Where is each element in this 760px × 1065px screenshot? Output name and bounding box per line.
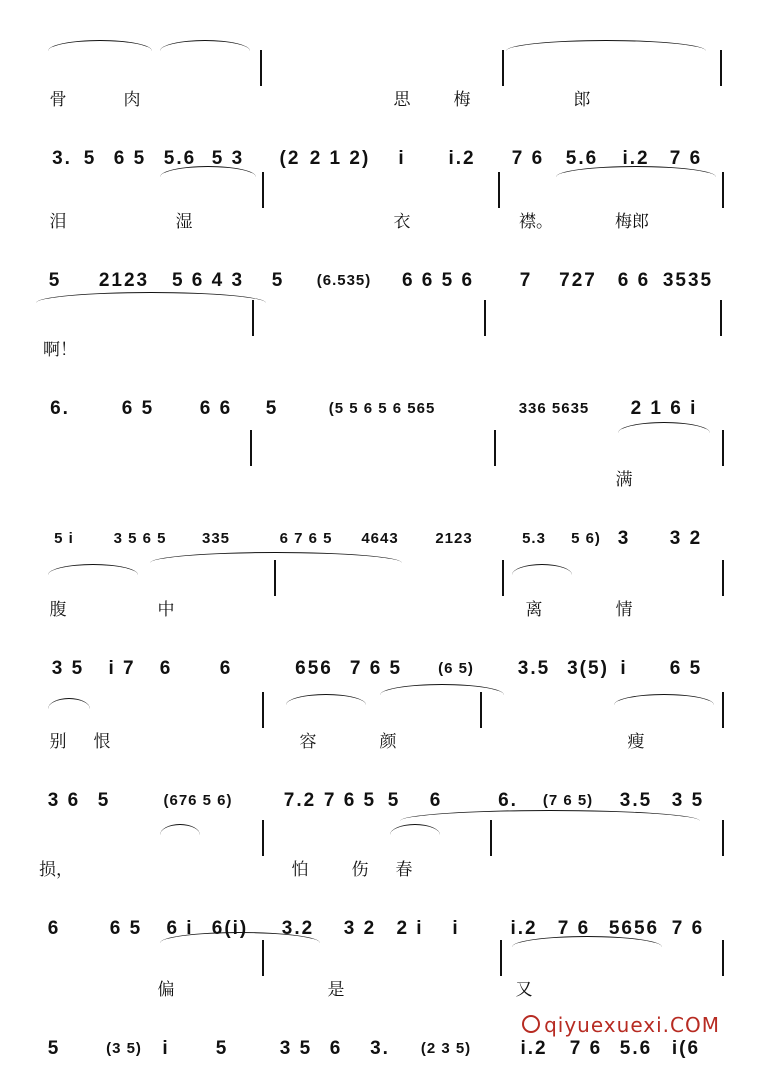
lyric-char: 梅郎 — [615, 212, 649, 232]
lyric-char: 偏 — [157, 980, 175, 1000]
note-group: (7 6 5) — [542, 792, 594, 809]
note-group: i.2 — [622, 148, 650, 169]
note-group: 6 5 — [121, 398, 155, 419]
bar-line — [722, 820, 724, 856]
slur — [286, 694, 366, 705]
score-line-1 — [0, 40, 760, 170]
score-line-4 — [0, 420, 760, 550]
note-group: 2 i — [396, 918, 424, 939]
slur — [150, 552, 402, 563]
note-group: 6 — [429, 790, 443, 811]
note-group: 7 6 — [669, 148, 703, 169]
note-group: 727 — [559, 270, 597, 291]
note-group: (6 5) — [438, 660, 474, 677]
note-group: 5.3 — [522, 530, 546, 547]
note-group: 5 — [265, 398, 279, 419]
slur — [400, 810, 700, 821]
note-group: 4643 — [361, 530, 399, 547]
bar-line — [720, 300, 722, 336]
bar-line — [502, 560, 504, 596]
note-group: i.2 — [510, 918, 538, 939]
note-group: 6. — [498, 790, 518, 811]
note-group: 6 5 — [669, 658, 703, 679]
lyric-char: 情 — [615, 600, 633, 620]
note-group: (5 5 6 5 6 565 — [328, 400, 436, 417]
note-group: 6 6 — [617, 270, 651, 291]
lyric-char: 损， — [39, 860, 73, 880]
note-group: 5656 — [608, 918, 660, 939]
note-group: 7 6 — [671, 918, 705, 939]
note-group: 7.2 — [283, 790, 317, 811]
note-group: 7 6 — [557, 918, 591, 939]
note-group: 336 5635 — [518, 400, 590, 417]
note-group: 6 — [329, 1038, 343, 1059]
bar-line — [262, 940, 264, 976]
lyric-char: 离 — [525, 600, 543, 620]
note-group: 6 6 — [199, 398, 233, 419]
note-group: 7 6 5 — [323, 790, 377, 811]
bar-line — [484, 300, 486, 336]
note-group: (6.535) — [316, 272, 372, 289]
score-line-3 — [0, 290, 760, 420]
note-group: 3 2 — [343, 918, 377, 939]
lyric-char: 泪 — [49, 212, 67, 232]
bar-line — [722, 430, 724, 466]
note-group: i — [162, 1038, 170, 1059]
note-group: 5 — [48, 270, 62, 291]
slur — [160, 40, 250, 51]
slur — [380, 684, 504, 695]
note-group: 6(i) — [211, 918, 249, 939]
note-group: 6 5 — [109, 918, 143, 939]
note-group: 5 3 — [211, 148, 245, 169]
slur — [160, 824, 200, 835]
note-group: 3.2 — [281, 918, 315, 939]
note-group: i.2 — [448, 148, 476, 169]
bar-line — [722, 172, 724, 208]
bar-line — [490, 820, 492, 856]
note-group: 3 6 — [47, 790, 81, 811]
note-group: 7 6 5 — [349, 658, 403, 679]
lyric-char: 中 — [157, 600, 175, 620]
lyric-char: 满 — [615, 470, 633, 490]
note-group: (676 5 6) — [163, 792, 233, 809]
note-group: 3.5 — [619, 790, 653, 811]
note-group: 6 7 6 5 — [279, 530, 333, 547]
lyric-char: 伤 — [351, 860, 369, 880]
note-group: i — [398, 148, 406, 169]
bar-line — [494, 430, 496, 466]
slur — [48, 564, 138, 575]
lyric-char: 啊！ — [43, 340, 77, 360]
slur — [506, 40, 706, 51]
score-line-5 — [0, 550, 760, 680]
lyric-char: 怕 — [291, 860, 309, 880]
note-group: (2 — [279, 148, 301, 169]
note-group: 6 i — [166, 918, 194, 939]
bar-line — [502, 50, 504, 86]
lyric-char: 恨 — [93, 732, 111, 752]
lyric-char: 腹 — [49, 600, 67, 620]
note-group: 5.6 — [565, 148, 599, 169]
score-line-2 — [0, 162, 760, 292]
slur — [160, 166, 256, 177]
lyric-char: 思 — [393, 90, 411, 110]
bar-line — [262, 172, 264, 208]
lyric-char: 又 — [515, 980, 533, 1000]
bar-line — [262, 692, 264, 728]
watermark-text: qiyuexuexi.COM — [544, 1013, 720, 1037]
lyric-char: 襟。 — [519, 212, 553, 232]
lyric-char: 衣 — [393, 212, 411, 232]
note-group: 5 — [215, 1038, 229, 1059]
note-group: 3.5 — [517, 658, 551, 679]
note-group: 6. — [50, 398, 70, 419]
bar-line — [498, 172, 500, 208]
note-group: 5 — [83, 148, 97, 169]
slur — [160, 932, 320, 943]
note-group: 6 — [159, 658, 173, 679]
bar-line — [480, 692, 482, 728]
note-group: 3(5) — [567, 658, 609, 679]
note-group: i — [452, 918, 460, 939]
note-group: 5 — [97, 790, 111, 811]
slur — [614, 694, 714, 705]
note-group: 7 6 — [569, 1038, 603, 1059]
slur — [556, 166, 716, 177]
note-group: 6 — [219, 658, 233, 679]
bar-line — [722, 940, 724, 976]
bar-line — [722, 560, 724, 596]
note-group: 3 5 — [279, 1038, 313, 1059]
note-group: 5.6 — [163, 148, 197, 169]
note-group: 5 — [271, 270, 285, 291]
note-group: i(6 — [671, 1038, 701, 1059]
note-group: i 7 — [108, 658, 136, 679]
score-line-7 — [0, 810, 760, 940]
note-group: (3 5) — [106, 1040, 142, 1057]
note-group: 6 — [47, 918, 61, 939]
note-group: (2 3 5) — [420, 1040, 472, 1057]
lyric-char: 颜 — [379, 732, 397, 752]
note-group: 2123 — [98, 270, 150, 291]
note-group: 6 6 5 6 — [401, 270, 475, 291]
note-group: 3 5 — [51, 658, 85, 679]
lyric-char: 梅 — [453, 90, 471, 110]
note-group: i.2 — [520, 1038, 548, 1059]
bar-line — [274, 560, 276, 596]
note-group: 2123 — [435, 530, 473, 547]
note-group: 6 5 — [113, 148, 147, 169]
note-group: 7 6 — [511, 148, 545, 169]
bar-line — [500, 940, 502, 976]
note-group: 2 1 2) — [309, 148, 371, 169]
lyric-char: 是 — [327, 980, 345, 1000]
note-group: 2 1 6 i — [630, 398, 698, 419]
score-line-8 — [0, 930, 760, 1060]
lyric-char: 骨 — [49, 90, 67, 110]
bar-line — [260, 50, 262, 86]
slur — [48, 40, 152, 51]
lyric-char: 别 — [49, 732, 67, 752]
note-group: 5 i — [54, 530, 74, 547]
note-group: 3. — [370, 1038, 390, 1059]
slur — [48, 698, 90, 709]
note-group: 335 — [201, 530, 231, 547]
slur — [390, 824, 440, 835]
slur — [618, 422, 710, 433]
lyric-char: 春 — [395, 860, 413, 880]
note-group: 7 — [519, 270, 533, 291]
logo-icon — [522, 1015, 540, 1033]
note-group: 5.6 — [619, 1038, 653, 1059]
note-group: 3535 — [662, 270, 714, 291]
note-group: 5 — [387, 790, 401, 811]
lyric-char: 肉 — [123, 90, 141, 110]
note-group: 656 — [295, 658, 333, 679]
note-group: 3 5 — [671, 790, 705, 811]
lyric-char: 郎 — [573, 90, 591, 110]
slur — [512, 564, 572, 575]
note-group: 5 6 4 3 — [171, 270, 245, 291]
slur — [512, 936, 662, 947]
bar-line — [720, 50, 722, 86]
note-group: 5 — [47, 1038, 61, 1059]
lyric-char: 湿 — [175, 212, 193, 232]
bar-line — [250, 430, 252, 466]
lyric-char: 容 — [299, 732, 317, 752]
note-group: 3. — [52, 148, 72, 169]
bar-line — [262, 820, 264, 856]
bar-line — [722, 692, 724, 728]
note-group: 3 2 — [669, 528, 703, 549]
site-watermark — [522, 1013, 720, 1037]
note-group: 3 5 6 5 — [113, 530, 167, 547]
bar-line — [252, 300, 254, 336]
score-line-6 — [0, 682, 760, 812]
lyric-char: 瘦 — [627, 732, 645, 752]
note-group: i — [620, 658, 628, 679]
note-group: 3 — [617, 528, 631, 549]
slur — [36, 292, 266, 303]
note-group: 5 6) — [571, 530, 601, 547]
